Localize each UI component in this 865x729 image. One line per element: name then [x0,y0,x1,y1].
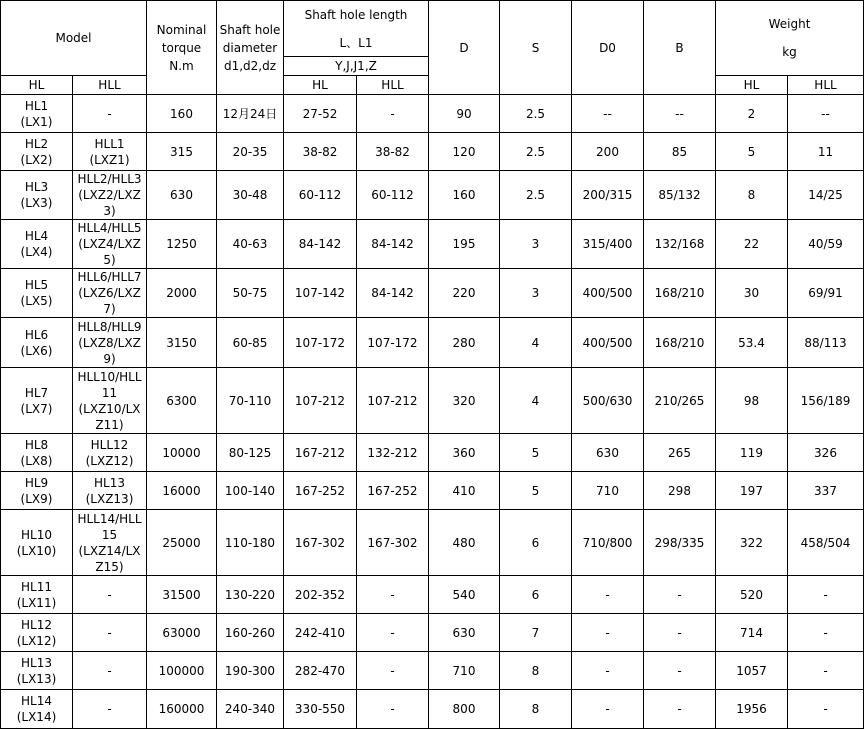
header-torque-line2: torque [161,40,202,55]
cell-length-hll: 84-142 [357,220,429,269]
cell-S: 5 [500,472,572,510]
cell-weight-hl: 53.4 [716,318,788,368]
cell-length-hll: - [357,614,429,652]
cell-model-hl-line: (LX9) [20,491,53,506]
cell-S: 2.5 [500,171,572,220]
cell-model-hll-line: Z11) [95,417,124,432]
cell-nominal-torque: 2000 [147,269,217,318]
cell-model-hll-line: 15 [101,527,118,542]
cell-D: 120 [429,133,500,171]
cell-model-hll [73,95,147,133]
cell-shaft-diameter: 110-180 [217,510,284,576]
cell-D: 90 [429,95,500,133]
cell-model-hl [1,614,73,652]
cell-model-hll-line: - [107,587,112,602]
cell-length-hll: - [357,652,429,690]
cell-model-hl [1,368,73,434]
cell-model-hl-line: HL11 [21,579,52,594]
header-D0: D0 [572,1,644,95]
cell-model-hl-line: HL8 [24,437,49,452]
cell-length-hl: 167-252 [284,472,357,510]
cell-weight-hl: 8 [716,171,788,220]
cell-model-hll-line: - [107,106,112,121]
cell-model-hll-line: (LXZ14/LX [78,543,141,558]
cell-model-hll-line: (LXZ12) [85,453,134,468]
cell-length-hl: 107-142 [284,269,357,318]
cell-D0: -- [572,95,644,133]
cell-model-hl-line: HL6 [24,327,49,342]
cell-length-hl: 60-112 [284,171,357,220]
cell-nominal-torque: 6300 [147,368,217,434]
cell-model-hl-line: (LX14) [16,710,57,724]
cell-D0: - [572,614,644,652]
cell-shaft-diameter: 20-35 [217,133,284,171]
cell-model-hl-line: HL3 [24,180,49,194]
cell-shaft-diameter: 160-260 [217,614,284,652]
cell-length-hll: 84-142 [357,269,429,318]
cell-weight-hll: - [788,576,864,614]
cell-model-hll [73,220,147,269]
cell-model-hll-line: HL13 [94,475,125,490]
header-weight-line2: kg [782,45,797,59]
cell-model-hll [73,133,147,171]
table-row [1,472,864,510]
cell-model-hl-line: HL2 [24,136,49,151]
cell-nominal-torque: 100000 [147,652,217,690]
cell-D0: - [572,690,644,729]
cell-shaft-diameter: 240-340 [217,690,284,729]
cell-D0: 200/315 [572,171,644,220]
cell-shaft-diameter: 100-140 [217,472,284,510]
subheader-length-hll: HLL [357,76,429,95]
cell-model-hl-line: (LX8) [20,453,53,468]
cell-S: 2.5 [500,95,572,133]
cell-model-hll-line: (LXZ2/LXZ [78,188,141,202]
cell-model-hl [1,318,73,368]
cell-model-hll-line: 9) [103,351,116,366]
cell-D0: 400/500 [572,269,644,318]
cell-weight-hll: 69/91 [788,269,864,318]
cell-model-hl-line: (LX5) [20,294,53,308]
cell-D0: - [572,576,644,614]
header-torque-line3: N.m [169,58,194,73]
cell-nominal-torque: 160000 [147,690,217,729]
cell-nominal-torque: 3150 [147,318,217,368]
cell-model-hl-line: HL14 [21,694,52,708]
cell-model-hll-line: HLL8/HLL9 [77,319,142,334]
cell-D: 800 [429,690,500,729]
cell-S: 5 [500,434,572,472]
cell-model-hl-line: HL13 [21,655,52,670]
cell-D: 480 [429,510,500,576]
cell-length-hl: 27-52 [284,95,357,133]
header-model: Model [1,1,147,76]
cell-model-hll [73,690,147,729]
cell-model-hl [1,576,73,614]
cell-model-hl [1,133,73,171]
cell-D: 410 [429,472,500,510]
cell-shaft-diameter: 70-110 [217,368,284,434]
table-row [1,614,864,652]
cell-model-hl-line: (LX10) [16,543,57,558]
table-row [1,220,864,269]
cell-model-hl-line: (LX7) [20,401,53,416]
cell-length-hl: 330-550 [284,690,357,729]
table-row [1,510,864,576]
header-B: B [644,1,716,95]
cell-nominal-torque: 630 [147,171,217,220]
cell-model-hl-line: HL4 [24,229,49,243]
cell-model-hl-line: (LX4) [20,245,53,259]
cell-B: - [644,652,716,690]
cell-B: 298 [644,472,716,510]
cell-model-hl [1,472,73,510]
cell-model-hll-line: (LXZ8/LXZ [78,335,141,350]
cell-length-hll: 60-112 [357,171,429,220]
cell-model-hl-line: (LX2) [20,152,53,167]
cell-D0: 710 [572,472,644,510]
cell-nominal-torque: 10000 [147,434,217,472]
header-D: D [429,1,500,95]
cell-weight-hll: 326 [788,434,864,472]
cell-D: 195 [429,220,500,269]
cell-model-hll-line: HLL14/HLL [77,511,142,526]
cell-weight-hll: - [788,614,864,652]
cell-shaft-diameter: 50-75 [217,269,284,318]
cell-B: 85 [644,133,716,171]
header-weight [716,1,864,76]
table-row [1,133,864,171]
cell-weight-hll: 11 [788,133,864,171]
cell-shaft-diameter: 80-125 [217,434,284,472]
cell-weight-hl: 520 [716,576,788,614]
cell-model-hll-line: - [107,625,112,640]
cell-model-hl-line: HL7 [24,385,49,400]
cell-weight-hl: 5 [716,133,788,171]
cell-model-hl-line: HL10 [21,527,52,542]
cell-model-hll-line: HLL12 [90,437,129,452]
cell-B: 210/265 [644,368,716,434]
cell-length-hll: 167-302 [357,510,429,576]
cell-model-hll-line: - [107,663,112,678]
cell-S: 3 [500,269,572,318]
subheader-model-hl: HL [1,76,73,95]
cell-length-hl: 84-142 [284,220,357,269]
cell-model-hl [1,171,73,220]
cell-weight-hl: 119 [716,434,788,472]
cell-model-hll [73,318,147,368]
cell-model-hll-line: (LXZ13) [85,491,134,506]
cell-S: 6 [500,510,572,576]
cell-D: 220 [429,269,500,318]
header-nominal-torque [147,1,217,95]
header-diam-line3: d1,d2,dz [223,58,277,73]
cell-shaft-diameter: 12月24日 [217,95,284,133]
cell-model-hll [73,269,147,318]
cell-weight-hl: 1057 [716,652,788,690]
header-shaft-hole-diameter [217,1,284,95]
cell-weight-hll: -- [788,95,864,133]
header-diam-line2: diameter [222,40,278,55]
table-row [1,95,864,133]
cell-model-hll-line: (LXZ1) [89,152,130,167]
cell-weight-hll: 156/189 [788,368,864,434]
cell-weight-hll: - [788,690,864,729]
cell-weight-hll: 14/25 [788,171,864,220]
header-length-l: L、L1 [339,35,373,50]
cell-model-hl-line: (LX12) [16,633,57,648]
cell-B: - [644,614,716,652]
cell-D0: 400/500 [572,318,644,368]
cell-model-hl-line: (LX6) [20,343,53,358]
cell-S: 6 [500,576,572,614]
cell-D: 360 [429,434,500,472]
cell-model-hll-line: HLL10/HLL [77,369,142,384]
cell-S: 7 [500,614,572,652]
cell-nominal-torque: 1250 [147,220,217,269]
cell-model-hl-line: (LX11) [16,595,57,610]
cell-length-hl: 202-352 [284,576,357,614]
cell-S: 4 [500,368,572,434]
cell-model-hl-line: HL9 [24,475,49,490]
cell-length-hll: - [357,95,429,133]
cell-length-hll: 38-82 [357,133,429,171]
cell-weight-hll: 88/113 [788,318,864,368]
cell-model-hll-line: HLL4/HLL5 [77,221,142,235]
cell-nominal-torque: 63000 [147,614,217,652]
cell-D0: - [572,652,644,690]
table-row [1,690,864,729]
cell-weight-hl: 197 [716,472,788,510]
subheader-weight-hll: HLL [788,76,864,95]
table-row [1,269,864,318]
cell-weight-hll: 40/59 [788,220,864,269]
cell-model-hl-line: HL12 [21,617,52,632]
cell-D0: 500/630 [572,368,644,434]
cell-length-hll: 132-212 [357,434,429,472]
cell-model-hl-line: HL5 [24,278,49,292]
cell-model-hl [1,220,73,269]
cell-length-hll: 107-212 [357,368,429,434]
cell-length-hl: 167-302 [284,510,357,576]
cell-weight-hll: 458/504 [788,510,864,576]
cell-model-hl [1,434,73,472]
cell-model-hll-line: 3) [103,204,116,218]
cell-S: 4 [500,318,572,368]
cell-shaft-diameter: 40-63 [217,220,284,269]
cell-model-hl [1,510,73,576]
cell-D: 160 [429,171,500,220]
cell-weight-hl: 1956 [716,690,788,729]
cell-model-hl-line: HL1 [24,98,49,113]
header-length-types: Y,J,J1,Z [284,57,429,76]
cell-model-hll-line: 5) [103,253,116,267]
header-diam-line1: Shaft hole [219,22,281,37]
cell-model-hll-line: 7) [103,302,116,316]
cell-model-hl [1,652,73,690]
table-row [1,434,864,472]
cell-weight-hll: 337 [788,472,864,510]
header-shaft-hole-length [284,1,429,57]
cell-model-hll-line: - [107,702,112,716]
cell-model-hl [1,269,73,318]
subheader-length-hl: HL [284,76,357,95]
cell-model-hll [73,652,147,690]
cell-D: 540 [429,576,500,614]
cell-shaft-diameter: 60-85 [217,318,284,368]
cell-model-hll [73,576,147,614]
cell-model-hll [73,434,147,472]
cell-weight-hl: 22 [716,220,788,269]
cell-length-hll: - [357,690,429,729]
cell-model-hll-line: 11 [101,385,118,400]
cell-model-hll-line: (LXZ4/LXZ [78,237,141,251]
cell-nominal-torque: 25000 [147,510,217,576]
cell-nominal-torque: 16000 [147,472,217,510]
cell-model-hll-line: HLL6/HLL7 [77,270,142,284]
cell-model-hll [73,368,147,434]
cell-B: 168/210 [644,318,716,368]
cell-model-hll-line: (LXZ6/LXZ [78,286,141,300]
cell-B: 265 [644,434,716,472]
table-row [1,171,864,220]
cell-model-hl-line: (LX13) [16,671,57,686]
cell-B: - [644,576,716,614]
cell-model-hll-line: Z15) [95,559,124,574]
cell-model-hll-line: HLL2/HLL3 [77,172,142,186]
cell-model-hl-line: (LX3) [20,196,53,210]
cell-length-hl: 282-470 [284,652,357,690]
cell-length-hll: - [357,576,429,614]
cell-B: -- [644,95,716,133]
cell-model-hll-line: HLL1 [94,136,125,151]
cell-length-hl: 167-212 [284,434,357,472]
cell-S: 3 [500,220,572,269]
cell-D0: 200 [572,133,644,171]
cell-D0: 630 [572,434,644,472]
cell-D: 320 [429,368,500,434]
cell-model-hl-line: (LX1) [20,114,53,129]
cell-D: 710 [429,652,500,690]
subheader-model-hll: HLL [73,76,147,95]
cell-nominal-torque: 31500 [147,576,217,614]
table-row [1,576,864,614]
cell-weight-hl: 2 [716,95,788,133]
table-row [1,652,864,690]
cell-nominal-torque: 315 [147,133,217,171]
cell-length-hl: 107-172 [284,318,357,368]
header-torque-line1: Nominal [156,22,207,37]
cell-weight-hl: 30 [716,269,788,318]
cell-B: 85/132 [644,171,716,220]
cell-S: 8 [500,690,572,729]
cell-model-hll [73,614,147,652]
table-body [1,95,864,729]
cell-B: 168/210 [644,269,716,318]
cell-weight-hl: 714 [716,614,788,652]
cell-D: 280 [429,318,500,368]
table-row [1,368,864,434]
cell-B: - [644,690,716,729]
cell-S: 8 [500,652,572,690]
cell-D: 630 [429,614,500,652]
cell-shaft-diameter: 30-48 [217,171,284,220]
cell-D0: 315/400 [572,220,644,269]
cell-model-hll [73,171,147,220]
subheader-weight-hl: HL [716,76,788,95]
cell-weight-hll: - [788,652,864,690]
cell-B: 132/168 [644,220,716,269]
cell-length-hll: 107-172 [357,318,429,368]
cell-shaft-diameter: 130-220 [217,576,284,614]
cell-length-hll: 167-252 [357,472,429,510]
header-length-title: Shaft hole length [304,7,408,22]
cell-model-hll [73,472,147,510]
cell-S: 2.5 [500,133,572,171]
header-weight-line1: Weight [768,17,811,31]
cell-B: 298/335 [644,510,716,576]
cell-model-hll-line: (LXZ10/LX [78,401,141,416]
cell-nominal-torque: 160 [147,95,217,133]
cell-model-hl [1,690,73,729]
cell-length-hl: 242-410 [284,614,357,652]
header-S: S [500,1,572,95]
cell-weight-hl: 98 [716,368,788,434]
cell-weight-hl: 322 [716,510,788,576]
cell-length-hl: 38-82 [284,133,357,171]
cell-length-hl: 107-212 [284,368,357,434]
table-row [1,318,864,368]
cell-D0: 710/800 [572,510,644,576]
cell-model-hl [1,95,73,133]
cell-model-hll [73,510,147,576]
cell-shaft-diameter: 190-300 [217,652,284,690]
